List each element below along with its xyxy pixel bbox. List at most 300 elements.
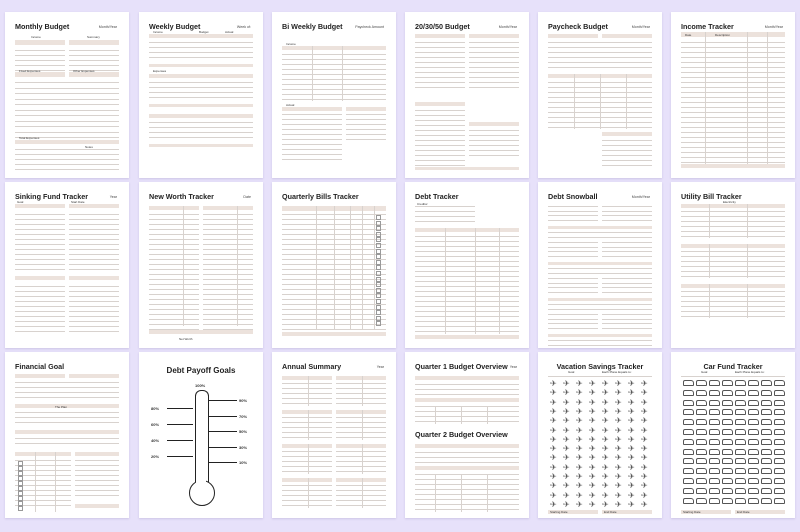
table-row <box>69 214 119 215</box>
column-divider <box>35 452 36 512</box>
table-row <box>15 154 119 155</box>
quarter-2-title: Quarter 2 Budget Overview <box>415 430 508 439</box>
page-title: Debt Tracker <box>415 192 459 201</box>
header-band <box>69 40 119 45</box>
table-row <box>548 256 598 257</box>
plane-icon: ✈ <box>589 425 596 435</box>
table-row <box>149 47 253 48</box>
plane-icon: ✈ <box>641 490 648 500</box>
car-icon <box>709 400 720 406</box>
page-title: New Worth Tracker <box>149 192 214 201</box>
table-row <box>149 294 199 295</box>
thermometer-tube <box>195 390 209 487</box>
header-band <box>149 74 253 78</box>
page-subtitle: Date <box>243 195 251 199</box>
header-band <box>15 452 71 456</box>
table-row <box>149 214 199 215</box>
field-label: Budget <box>199 30 209 34</box>
table-row <box>415 110 465 111</box>
column-divider <box>362 376 363 406</box>
table-row <box>282 139 342 140</box>
table-row <box>336 388 386 389</box>
header-band <box>415 376 519 380</box>
table-row <box>415 125 465 126</box>
table-row <box>681 52 785 53</box>
table-row <box>415 241 519 242</box>
car-icon <box>761 400 772 406</box>
table-row <box>15 164 119 165</box>
table-row <box>415 140 465 141</box>
table-row <box>69 269 119 270</box>
car-icon <box>761 390 772 396</box>
checkbox[interactable] <box>376 316 381 321</box>
header-band <box>681 284 785 288</box>
plane-icon: ✈ <box>628 453 635 463</box>
table-row <box>282 304 386 305</box>
header-band <box>282 376 332 380</box>
table-row <box>681 137 785 138</box>
header-band <box>681 244 785 248</box>
table-row <box>336 505 386 506</box>
table-row <box>15 475 71 476</box>
table-row <box>469 67 519 68</box>
table-row <box>203 304 253 305</box>
car-icon <box>748 409 759 415</box>
field-label: Summary <box>87 35 100 39</box>
table-row <box>415 416 519 417</box>
header-band <box>282 46 386 50</box>
table-row <box>282 432 332 433</box>
table-row <box>149 137 253 138</box>
table-row <box>469 42 519 43</box>
table-row <box>149 309 199 310</box>
table-row <box>203 224 253 225</box>
table-row <box>681 67 785 68</box>
checkbox[interactable] <box>376 265 381 270</box>
worksheet-page[interactable] <box>538 182 662 348</box>
checkbox[interactable] <box>376 321 381 326</box>
table-row <box>415 489 519 490</box>
plane-icon: ✈ <box>641 499 648 509</box>
car-icon <box>722 458 733 464</box>
worksheet-page[interactable] <box>671 12 795 178</box>
table-row <box>469 72 519 73</box>
page-subtitle: Month/Year <box>631 25 650 29</box>
table-row <box>548 319 598 320</box>
checkbox[interactable] <box>376 226 381 231</box>
worksheet-page[interactable] <box>5 352 129 518</box>
table-row <box>415 457 519 458</box>
page-subtitle: Year <box>376 365 384 369</box>
table-row <box>282 437 332 438</box>
table-row <box>336 417 386 418</box>
table-row <box>415 87 465 88</box>
table-row <box>282 299 386 300</box>
table-row <box>282 79 386 80</box>
plane-icon: ✈ <box>628 416 635 426</box>
header-band <box>69 204 119 208</box>
table-row <box>75 485 119 486</box>
table-row <box>681 296 785 297</box>
plane-icon: ✈ <box>576 388 583 398</box>
car-icon <box>774 449 785 455</box>
table-row <box>336 451 386 452</box>
header-band <box>149 64 253 67</box>
plane-icon: ✈ <box>576 499 583 509</box>
table-row <box>69 326 119 327</box>
table-row <box>336 471 386 472</box>
table-row <box>282 214 386 215</box>
checkbox[interactable] <box>376 310 381 315</box>
table-row <box>282 289 386 290</box>
car-icon <box>683 468 694 474</box>
table-row <box>548 52 652 53</box>
worksheet-page[interactable] <box>671 352 795 518</box>
car-icon <box>683 478 694 484</box>
car-icon <box>748 449 759 455</box>
header-band <box>415 34 465 38</box>
table-row <box>681 256 785 257</box>
car-icon <box>774 380 785 386</box>
table-row <box>346 134 386 135</box>
plane-icon: ✈ <box>563 406 570 416</box>
plane-icon: ✈ <box>589 490 596 500</box>
worksheet-page[interactable] <box>272 182 396 348</box>
table-row <box>15 244 65 245</box>
table-row <box>282 294 386 295</box>
worksheet-page[interactable] <box>272 352 396 518</box>
page-title: Vacation Savings Tracker <box>556 362 644 371</box>
checkbox[interactable] <box>376 299 381 304</box>
table-row <box>203 254 253 255</box>
plane-icon: ✈ <box>550 462 557 472</box>
table-row <box>203 309 253 310</box>
table-row <box>681 211 785 212</box>
table-row <box>336 495 386 496</box>
table-row <box>469 77 519 78</box>
table-row <box>15 132 119 133</box>
table-row <box>149 284 199 285</box>
plane-icon: ✈ <box>550 444 557 454</box>
table-row <box>282 254 386 255</box>
car-icon <box>696 390 707 396</box>
plane-icon: ✈ <box>550 388 557 398</box>
table-row <box>602 150 652 151</box>
plane-icon: ✈ <box>550 406 557 416</box>
car-icon <box>761 478 772 484</box>
plane-icon: ✈ <box>615 453 622 463</box>
header-band <box>415 335 519 339</box>
table-row <box>282 224 386 225</box>
table-row <box>69 311 119 312</box>
table-row <box>282 94 386 95</box>
table-row <box>415 261 519 262</box>
car-icon <box>774 439 785 445</box>
plane-icon: ✈ <box>641 453 648 463</box>
table-row <box>415 236 519 237</box>
column-divider <box>461 474 462 512</box>
checkbox[interactable] <box>376 293 381 298</box>
worksheet-page[interactable] <box>139 352 263 518</box>
worksheet-page[interactable] <box>5 182 129 348</box>
worksheet-page[interactable] <box>671 182 795 348</box>
header-band <box>469 34 519 38</box>
table-row <box>548 273 652 274</box>
car-icon <box>774 488 785 494</box>
table-row <box>415 411 519 412</box>
table-row <box>15 326 65 327</box>
table-row <box>602 251 652 252</box>
checkbox[interactable] <box>376 282 381 287</box>
checkbox[interactable] <box>376 221 381 226</box>
car-icon <box>722 429 733 435</box>
plane-icon: ✈ <box>550 425 557 435</box>
car-icon <box>735 449 746 455</box>
car-icon <box>735 458 746 464</box>
table-row <box>415 216 475 217</box>
plane-icon: ✈ <box>602 397 609 407</box>
table-row <box>415 266 519 267</box>
plane-icon: ✈ <box>589 379 596 388</box>
checkbox[interactable] <box>376 215 381 220</box>
car-icon <box>709 390 720 396</box>
table-row <box>415 77 465 78</box>
car-icon <box>774 419 785 425</box>
worksheet-page[interactable] <box>139 182 263 348</box>
table-row <box>415 67 465 68</box>
worksheet-page[interactable] <box>538 352 662 518</box>
plane-icon: ✈ <box>628 444 635 454</box>
plane-icon: ✈ <box>615 416 622 426</box>
table-row <box>203 274 253 275</box>
plane-icon: ✈ <box>602 444 609 454</box>
plane-icon: ✈ <box>576 406 583 416</box>
field-label: Notes <box>85 145 93 149</box>
worksheet-page[interactable] <box>272 12 396 178</box>
table-row <box>15 65 65 66</box>
checkbox[interactable] <box>376 232 381 237</box>
table-row <box>681 226 785 227</box>
header-band <box>282 444 332 448</box>
header-band <box>149 330 253 334</box>
checkbox[interactable] <box>376 237 381 242</box>
percent-right: 10% <box>239 460 248 465</box>
table-row <box>548 287 598 288</box>
plane-icon: ✈ <box>576 481 583 491</box>
car-icon <box>761 488 772 494</box>
table-row <box>681 112 785 113</box>
checkbox[interactable] <box>376 288 381 293</box>
checkbox[interactable] <box>376 271 381 276</box>
plane-icon: ✈ <box>563 481 570 491</box>
plane-icon: ✈ <box>602 379 609 388</box>
plane-icon: ✈ <box>602 416 609 426</box>
checkbox[interactable] <box>18 506 23 511</box>
table-row <box>203 234 253 235</box>
table-row <box>681 127 785 128</box>
tick-left <box>167 408 193 409</box>
table-row <box>681 311 785 312</box>
worksheet-page[interactable] <box>5 12 129 178</box>
header-band <box>336 376 386 380</box>
table-row <box>415 326 519 327</box>
header-band <box>149 144 253 147</box>
table-row <box>282 422 332 423</box>
column-divider <box>312 46 313 101</box>
car-icon <box>683 488 694 494</box>
table-row <box>681 157 785 158</box>
table-row <box>15 301 65 302</box>
table-row <box>149 52 253 53</box>
table-row <box>602 328 652 329</box>
checkbox[interactable] <box>376 243 381 248</box>
column-divider <box>574 74 575 129</box>
table-row <box>681 316 785 317</box>
table-row <box>15 254 65 255</box>
table-row <box>681 291 785 292</box>
table-row <box>602 206 652 207</box>
car-icon <box>709 380 720 386</box>
tick-left <box>167 424 193 425</box>
checkbox[interactable] <box>376 260 381 265</box>
table-row <box>282 99 386 100</box>
table-row <box>602 319 652 320</box>
table-row <box>15 115 119 116</box>
car-icon <box>709 498 720 504</box>
checkbox[interactable] <box>376 277 381 282</box>
header-band <box>15 374 65 378</box>
car-icon <box>748 498 759 504</box>
header-band <box>681 164 785 168</box>
table-row <box>203 324 253 325</box>
table-row <box>15 269 65 270</box>
column-divider <box>461 406 462 424</box>
checkbox[interactable] <box>376 249 381 254</box>
worksheet-page[interactable] <box>405 182 529 348</box>
car-icon <box>735 380 746 386</box>
column-divider <box>362 478 363 508</box>
car-icon <box>748 419 759 425</box>
checkbox[interactable] <box>376 305 381 310</box>
plane-icon: ✈ <box>602 388 609 398</box>
table-row <box>415 145 465 146</box>
table-row <box>15 229 65 230</box>
header-band <box>75 452 119 456</box>
table-row <box>69 259 119 260</box>
car-icon <box>722 498 733 504</box>
table-row <box>282 309 386 310</box>
table-row <box>548 309 652 310</box>
plane-icon: ✈ <box>576 434 583 444</box>
percent-right: 90% <box>239 398 248 403</box>
worksheet-page[interactable] <box>405 352 529 518</box>
table-row <box>681 77 785 78</box>
page-title: Quarterly Bills Tracker <box>282 192 359 201</box>
plane-icon: ✈ <box>550 472 557 481</box>
table-row <box>69 264 119 265</box>
header-band <box>602 132 652 136</box>
car-icon <box>761 458 772 464</box>
page-subtitle: Month/Year <box>498 25 517 29</box>
table-row <box>69 239 119 240</box>
table-row <box>681 132 785 133</box>
tick-right <box>209 400 237 401</box>
table-row <box>336 403 386 404</box>
table-row <box>681 62 785 63</box>
checkbox[interactable] <box>376 254 381 259</box>
car-icon <box>774 400 785 406</box>
table-row <box>282 451 332 452</box>
table-row <box>69 219 119 220</box>
worksheet-page[interactable] <box>139 12 263 178</box>
page-title: Bi Weekly Budget <box>282 22 343 31</box>
header-band <box>282 107 342 111</box>
car-icon <box>683 380 694 386</box>
worksheet-page[interactable] <box>405 12 529 178</box>
table-row <box>203 289 253 290</box>
table-row <box>282 259 386 260</box>
table-row <box>602 247 652 248</box>
table-row <box>75 470 119 471</box>
table-row <box>282 324 386 325</box>
table-row <box>15 490 71 491</box>
column-divider <box>308 444 309 474</box>
table-row <box>469 82 519 83</box>
plane-icon: ✈ <box>576 425 583 435</box>
table-row <box>681 117 785 118</box>
header-band <box>282 332 386 336</box>
table-row <box>415 206 475 207</box>
table-row <box>681 221 785 222</box>
header-band <box>415 167 519 170</box>
table-row <box>282 59 386 60</box>
table-row <box>548 232 652 233</box>
table-row <box>15 331 65 332</box>
column-divider <box>435 474 436 512</box>
header-band <box>336 478 386 482</box>
plane-icon: ✈ <box>550 490 557 500</box>
worksheet-page[interactable] <box>538 12 662 178</box>
table-row <box>69 244 119 245</box>
table-row <box>15 159 119 160</box>
table-row <box>69 306 119 307</box>
page-title: Financial Goal <box>15 362 65 371</box>
table-row <box>282 461 332 462</box>
table-row <box>282 89 386 90</box>
plane-icon: ✈ <box>563 472 570 481</box>
car-icon <box>761 429 772 435</box>
percent-left: 60% <box>151 422 160 427</box>
header-band <box>548 262 652 265</box>
plane-icon: ✈ <box>589 406 596 416</box>
table-row <box>15 438 119 439</box>
table-row <box>415 406 519 407</box>
plane-icon: ✈ <box>589 453 596 463</box>
field-label: Each Plane Equals to: <box>602 370 632 374</box>
car-icon <box>696 468 707 474</box>
plane-icon: ✈ <box>589 499 596 509</box>
table-row <box>602 220 652 221</box>
plane-icon: ✈ <box>550 416 557 426</box>
plane-icon: ✈ <box>589 462 596 472</box>
field-label: Net Worth <box>179 337 193 341</box>
field-label: Goal <box>568 370 575 374</box>
page-title: Debt Snowball <box>548 192 598 201</box>
table-row <box>282 114 342 115</box>
plane-icon: ✈ <box>576 444 583 454</box>
car-icon <box>683 449 694 455</box>
table-row <box>149 274 199 275</box>
